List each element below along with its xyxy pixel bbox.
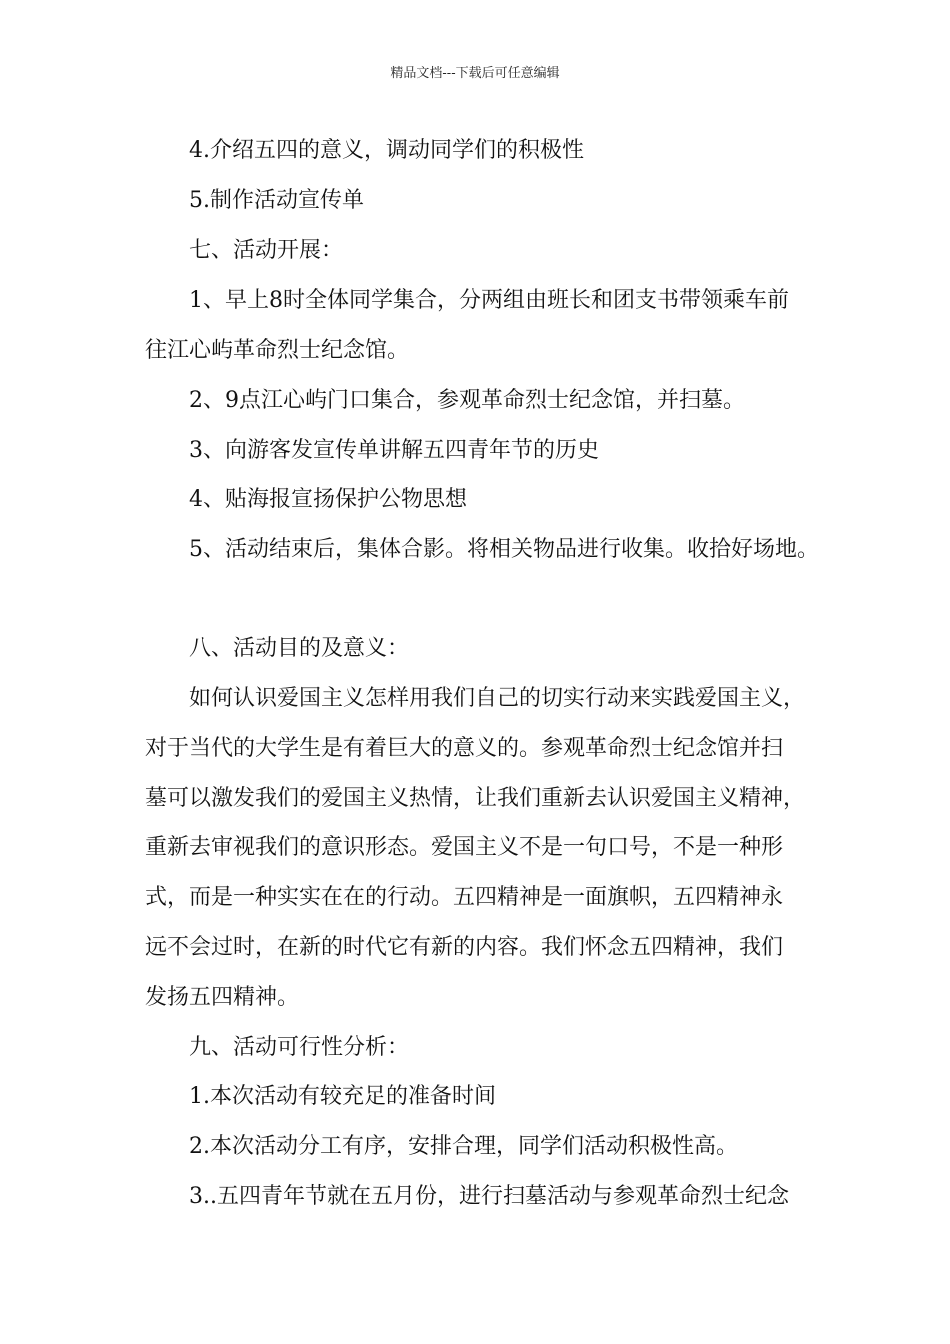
paragraph-line-2: 对于当代的大学生是有着巨大的意义的。参观革命烈士纪念馆并扫 <box>145 736 784 761</box>
paragraph-line-5: 式，而是一种实实在在的行动。五四精神是一面旗帜，五四精神永 <box>145 885 784 910</box>
paragraph-line-6: 远不会过时，在新的时代它有新的内容。我们怀念五四精神，我们 <box>145 935 784 960</box>
text-line-feasibility-1: 1.本次活动有较充足的准备时间 <box>189 1084 496 1109</box>
section-heading-9: 九、活动可行性分析： <box>189 1035 410 1060</box>
text-line-feasibility-2: 2.本次活动分工有序，安排合理，同学们活动积极性高。 <box>189 1134 738 1159</box>
section-heading-8: 八、活动目的及意义： <box>189 636 410 661</box>
paragraph-line-1: 如何认识爱国主义怎样用我们自己的切实行动来实践爱国主义， <box>189 686 806 711</box>
text-line-activity-1-cont: 往江心屿革命烈士纪念馆。 <box>145 338 410 363</box>
section-heading-7: 七、活动开展： <box>189 238 344 263</box>
text-line-activity-1: 1、早上8时全体同学集合，分两组由班长和团支书带领乘车前 <box>189 288 789 313</box>
text-line-activity-2: 2、9点江心屿门口集合，参观革命烈士纪念馆，并扫墓。 <box>189 388 745 413</box>
page-header: 精品文档---下载后可任意编辑 <box>390 66 560 81</box>
text-line-feasibility-3: 3..五四青年节就在五月份，进行扫墓活动与参观革命烈士纪念 <box>189 1184 789 1209</box>
text-line-prep-5: 5.制作活动宣传单 <box>189 188 364 213</box>
paragraph-line-4: 重新去审视我们的意识形态。爱国主义不是一句口号，不是一种形 <box>145 835 784 860</box>
text-line-activity-5: 5、活动结束后，集体合影。将相关物品进行收集。收拾好场地。 <box>189 537 819 562</box>
paragraph-line-3: 墓可以激发我们的爱国主义热情，让我们重新去认识爱国主义精神， <box>145 786 806 811</box>
text-line-activity-3: 3、向游客发宣传单讲解五四青年节的历史 <box>189 438 599 463</box>
paragraph-line-7: 发扬五四精神。 <box>145 985 300 1010</box>
text-line-prep-4: 4.介绍五四的意义，调动同学们的积极性 <box>189 138 584 163</box>
text-line-activity-4: 4、贴海报宣扬保护公物思想 <box>189 487 467 512</box>
